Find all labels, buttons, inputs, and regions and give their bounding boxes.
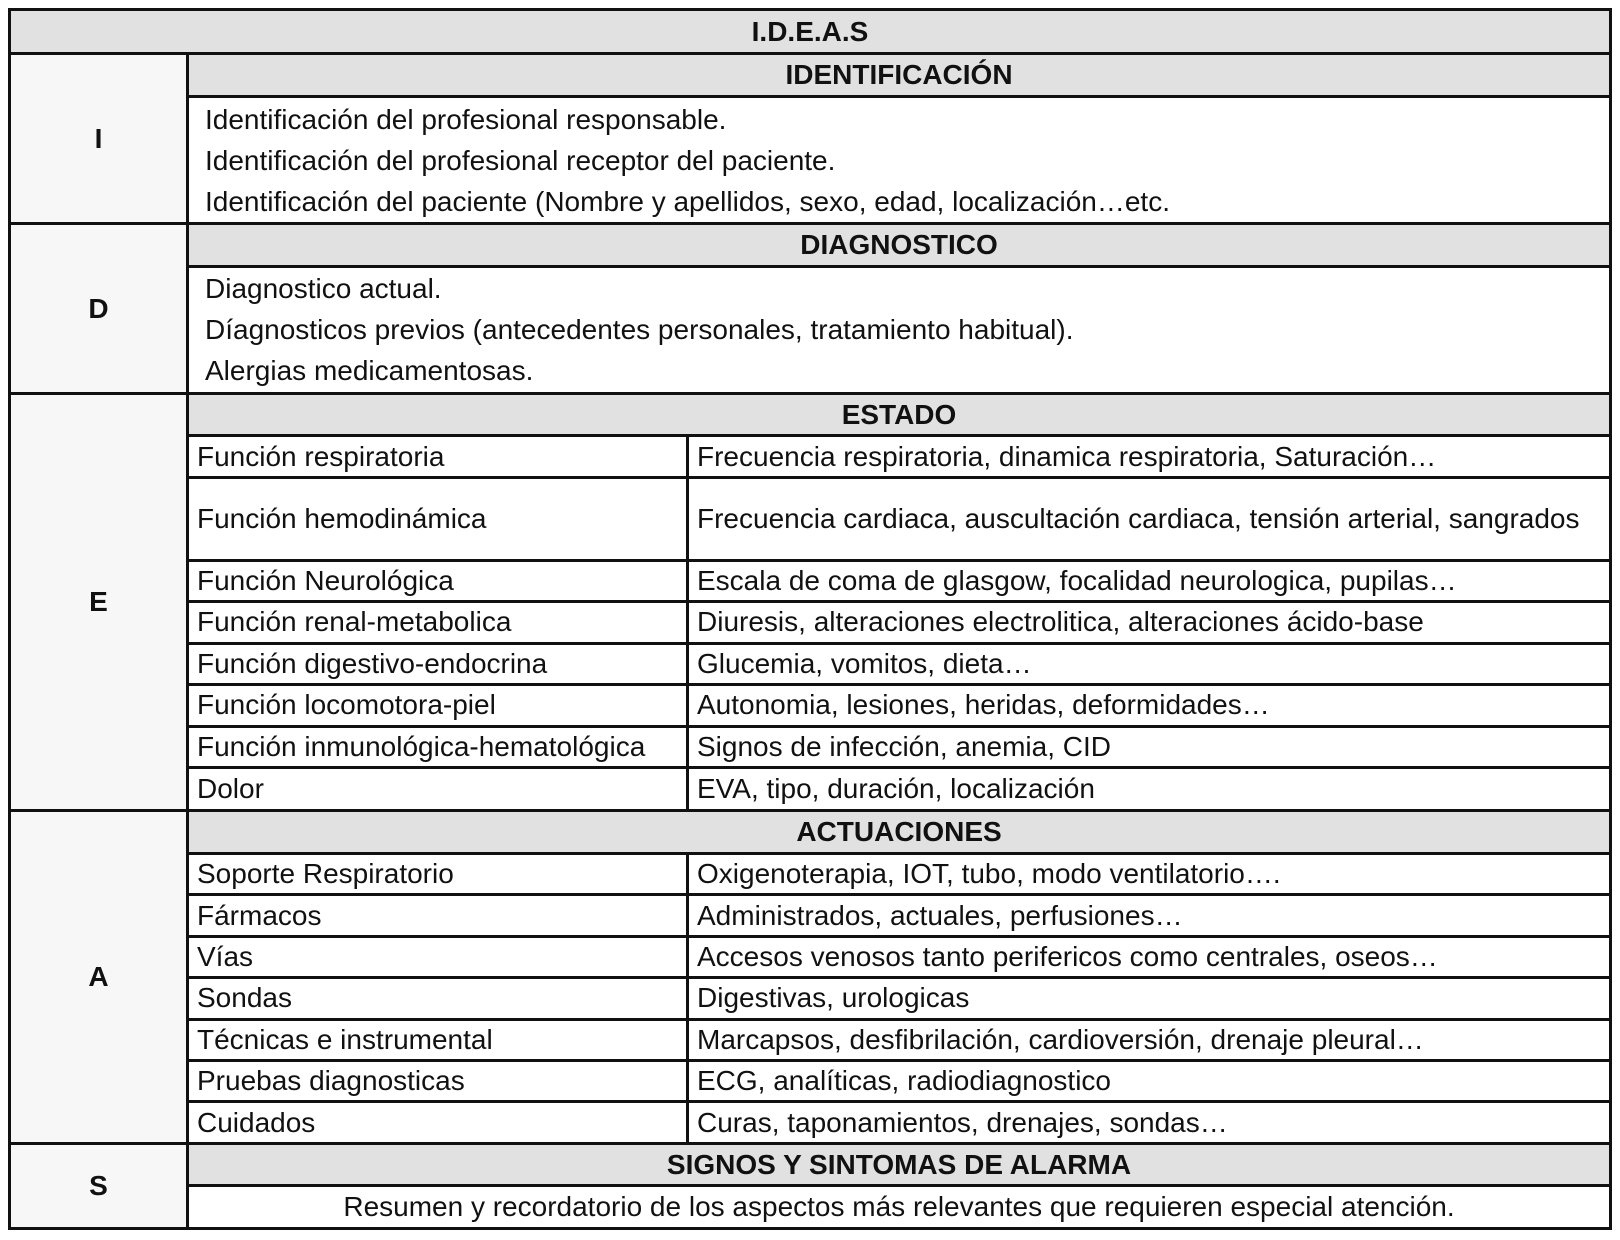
section-letter-d: D [10, 224, 188, 394]
signos-content: Resumen y recordatorio de los aspectos más relevantes que requieren especial atención. [188, 1186, 1611, 1229]
diagnostico-line: Alergias medicamentosas. [205, 355, 534, 387]
section-heading-actuaciones: ACTUACIONES [188, 811, 1611, 853]
actuaciones-row-label: Cuidados [188, 1102, 688, 1143]
estado-row-label: Dolor [188, 767, 688, 810]
estado-row-value: Frecuencia respiratoria, dinamica respiratoria, Saturación… [688, 436, 1611, 477]
actuaciones-row-value: Oxigenoterapia, IOT, tubo, modo ventilatorio…. [688, 853, 1611, 894]
actuaciones-row-value: Accesos venosos tanto perifericos como centrales, oseos… [688, 936, 1611, 977]
actuaciones-row-label: Fármacos [188, 895, 688, 936]
section-letter-i: I [10, 54, 188, 224]
identificacion-line: Identificación del profesional receptor del paciente. [205, 144, 836, 176]
section-heading-signos: SIGNOS Y SINTOMAS DE ALARMA [188, 1143, 1611, 1185]
actuaciones-row-value: Digestivas, urologicas [688, 978, 1611, 1019]
estado-row-value: Signos de infección, anemia, CID [688, 726, 1611, 767]
section-heading-estado: ESTADO [188, 394, 1611, 436]
actuaciones-row-value: Marcapsos, desfibrilación, cardioversión, drenaje pleural… [688, 1019, 1611, 1060]
estado-row-label: Función hemodinámica [188, 477, 688, 560]
section-letter-s: S [10, 1143, 188, 1228]
ideas-document [8, 8, 1612, 1230]
estado-row-label: Función inmunológica-hematológica [188, 726, 688, 767]
estado-row-value: Diuresis, alteraciones electrolitica, alteraciones ácido-base [688, 602, 1611, 643]
actuaciones-row-label: Vías [188, 936, 688, 977]
actuaciones-row-value: Curas, taponamientos, drenajes, sondas… [688, 1102, 1611, 1143]
diagnostico-content [188, 266, 1611, 393]
section-heading-diagnostico: DIAGNOSTICO [188, 224, 1611, 266]
identificacion-line: Identificación del paciente (Nombre y apellidos, sexo, edad, localización…etc. [205, 185, 1170, 217]
ideas-table [8, 8, 1612, 1230]
actuaciones-row-label: Técnicas e instrumental [188, 1019, 688, 1060]
estado-row-value: Glucemia, vomitos, dieta… [688, 643, 1611, 684]
estado-row-value: Frecuencia cardiaca, auscultación cardiaca, tensión arterial, sangrados [688, 477, 1611, 560]
estado-row-label: Función digestivo-endocrina [188, 643, 688, 684]
estado-row-value: Autonomia, lesiones, heridas, deformidades… [688, 685, 1611, 726]
estado-row-value: Escala de coma de glasgow, focalidad neurologica, pupilas… [688, 560, 1611, 601]
section-heading-identificacion: IDENTIFICACIÓN [188, 54, 1611, 96]
actuaciones-row-value: Administrados, actuales, perfusiones… [688, 895, 1611, 936]
actuaciones-row-label: Soporte Respiratorio [188, 853, 688, 894]
actuaciones-row-value: ECG, analíticas, radiodiagnostico [688, 1061, 1611, 1102]
section-letter-a: A [10, 811, 188, 1144]
section-letter-e: E [10, 394, 188, 811]
diagnostico-line: Diagnostico actual. [205, 273, 442, 305]
estado-row-label: Función respiratoria [188, 436, 688, 477]
identificacion-content [188, 96, 1611, 223]
actuaciones-row-label: Pruebas diagnosticas [188, 1061, 688, 1102]
estado-row-label: Función locomotora-piel [188, 685, 688, 726]
estado-row-value: EVA, tipo, duración, localización [688, 767, 1611, 810]
estado-row-label: Función renal-metabolica [188, 602, 688, 643]
identificacion-line: Identificación del profesional responsable. [205, 103, 727, 135]
actuaciones-row-label: Sondas [188, 978, 688, 1019]
diagnostico-line: Díagnosticos previos (antecedentes personales, tratamiento habitual). [205, 314, 1074, 346]
table-title: I.D.E.A.S [10, 10, 1611, 54]
estado-row-label: Función Neurológica [188, 560, 688, 601]
